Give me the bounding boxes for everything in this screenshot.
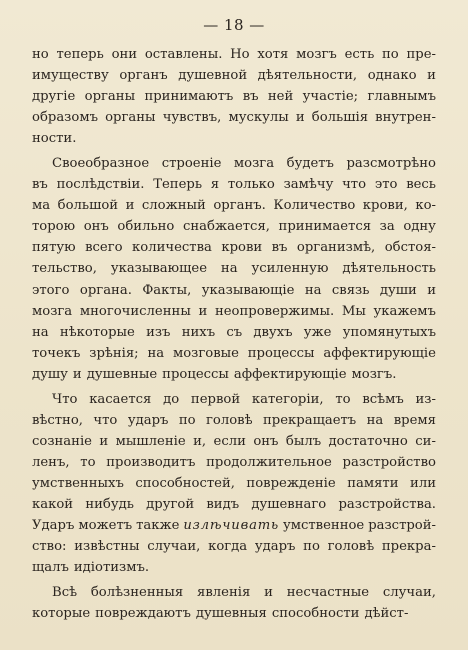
- word: ней: [267, 89, 294, 105]
- word: то: [335, 391, 351, 407]
- word: принимается: [278, 219, 372, 235]
- word: прекращаетъ: [263, 412, 357, 428]
- word: поврежденіе: [246, 475, 336, 491]
- word: участіе;: [302, 89, 359, 105]
- text-line: [32, 473, 436, 494]
- word: хотя: [257, 47, 289, 62]
- text-line: [32, 195, 436, 216]
- word: замѣчу: [283, 177, 334, 193]
- word: и,: [193, 433, 207, 449]
- word: на: [32, 324, 49, 340]
- text-line: [32, 494, 436, 515]
- word: мозгъ: [296, 47, 337, 62]
- word: по: [382, 47, 399, 62]
- word: этого: [32, 282, 70, 298]
- word: дѣйст-: [364, 606, 409, 622]
- word: головѣ: [327, 539, 375, 555]
- word: уже: [303, 324, 332, 340]
- word: послѣдствіи.: [56, 177, 145, 193]
- word: разстройства.: [338, 496, 436, 512]
- word: въ: [32, 177, 48, 193]
- word: въ: [271, 240, 288, 256]
- text-line: [32, 536, 436, 557]
- word: случаи,: [382, 585, 436, 601]
- word: Но: [230, 47, 250, 62]
- word: ности.: [32, 131, 77, 147]
- word: я: [210, 177, 220, 193]
- word: мозга: [32, 303, 73, 319]
- word: органы: [84, 89, 136, 105]
- text-line: [32, 343, 436, 364]
- text-line: [32, 431, 436, 452]
- word: из-: [415, 391, 436, 407]
- word: случаи,: [147, 539, 201, 555]
- word: большія: [311, 110, 369, 126]
- word: торою: [32, 219, 76, 235]
- word: умственныхъ: [32, 475, 124, 491]
- word: разсмотрѣно: [346, 156, 436, 172]
- word: нихъ: [181, 324, 216, 340]
- word: и: [198, 303, 208, 319]
- word: до: [163, 391, 180, 407]
- word: одну: [403, 219, 436, 235]
- word: дѣятельность: [342, 261, 436, 277]
- word: дѣятельности,: [257, 68, 358, 84]
- text-line: [32, 389, 436, 410]
- word: но: [32, 47, 49, 62]
- word: будетъ: [286, 156, 334, 172]
- word: зрѣнія;: [89, 345, 139, 361]
- word: обильно: [117, 219, 175, 235]
- word: ство:: [32, 539, 67, 555]
- word: и: [99, 433, 109, 449]
- word: всѣмъ: [362, 391, 404, 407]
- word: достаточно: [328, 433, 408, 449]
- word: умственное: [282, 518, 365, 534]
- word: какой: [32, 496, 74, 512]
- text-line: [32, 174, 436, 195]
- word: пре-: [406, 47, 436, 62]
- word: указывающее: [110, 261, 208, 277]
- word: также: [136, 518, 180, 534]
- word: чувствъ,: [162, 110, 222, 126]
- word: душу: [32, 366, 68, 382]
- word: когда: [208, 539, 248, 555]
- text-line: [32, 237, 436, 258]
- word: Своеобразное: [52, 156, 150, 172]
- word: касается: [89, 391, 152, 407]
- word: неопровержимы.: [214, 303, 335, 319]
- word: мозговые: [172, 345, 239, 361]
- word: Ударъ: [32, 518, 75, 534]
- word: есть: [344, 47, 375, 62]
- word: первой: [190, 391, 241, 407]
- page-number: — 18 —: [203, 16, 265, 34]
- word: онъ: [253, 433, 279, 449]
- word: онъ: [83, 219, 109, 235]
- word: однако: [367, 68, 417, 84]
- text-line: [32, 410, 436, 431]
- word: нибудь: [85, 496, 134, 512]
- word: категоріи,: [251, 391, 324, 407]
- text-line: [32, 258, 436, 279]
- word: души: [379, 282, 417, 298]
- word: душевные: [86, 366, 158, 382]
- word: упомянутыхъ: [342, 324, 436, 340]
- word: внутрен-: [375, 110, 436, 126]
- word: сложный: [141, 198, 206, 214]
- word: укажемъ: [373, 303, 436, 319]
- word: си-: [415, 433, 436, 449]
- word: точекъ: [32, 345, 81, 361]
- text-line: [32, 322, 436, 343]
- word: ма: [32, 198, 51, 214]
- word: сознаніе: [32, 433, 92, 449]
- word: способностей,: [135, 475, 235, 491]
- word: идіотизмъ.: [73, 560, 150, 576]
- text-line: [32, 216, 436, 237]
- word: на: [147, 345, 165, 361]
- word: мышленіе: [115, 433, 186, 449]
- text-line: [32, 515, 436, 536]
- word: производитъ: [106, 454, 196, 470]
- word: строеніе: [161, 156, 222, 172]
- text-line: [32, 86, 436, 107]
- word: нѣкоторые: [59, 324, 135, 340]
- word: связь: [331, 282, 370, 298]
- word: и: [72, 366, 82, 382]
- word: и: [264, 585, 273, 601]
- word: видъ: [206, 496, 240, 512]
- word: двухъ: [253, 324, 293, 340]
- word: мозга: [233, 156, 275, 172]
- word: крови: [221, 240, 263, 256]
- word: на: [366, 412, 384, 428]
- word: только: [227, 177, 275, 193]
- word: и: [427, 68, 436, 84]
- word: и: [427, 282, 436, 298]
- word: что: [342, 177, 367, 193]
- word: что: [93, 412, 118, 428]
- word: усиленную: [251, 261, 329, 277]
- word: ударъ: [254, 539, 296, 555]
- word: пятую: [32, 240, 76, 256]
- word: количества: [132, 240, 212, 256]
- body-text: [32, 44, 436, 624]
- text-line: [32, 153, 436, 174]
- word: щалъ: [32, 560, 69, 576]
- word: Мы: [341, 303, 366, 319]
- word: другой: [146, 496, 195, 512]
- word: всего: [85, 240, 123, 256]
- word: въ: [242, 89, 259, 105]
- word: явленія: [197, 585, 251, 601]
- word: организмѣ,: [296, 240, 376, 256]
- word: аффектирующіе: [323, 345, 436, 361]
- word: мускулы: [228, 110, 289, 126]
- word: душевной: [178, 68, 248, 84]
- word: памяти: [347, 475, 399, 491]
- word: по: [178, 412, 196, 428]
- word: образомъ: [32, 110, 98, 126]
- word: ко-: [415, 198, 436, 214]
- word: многочисленны: [79, 303, 191, 319]
- word: время: [393, 412, 436, 428]
- text-line: [32, 280, 436, 301]
- word: указывающіе: [201, 282, 295, 298]
- text-line: [32, 364, 436, 385]
- word: душевныя: [195, 606, 267, 622]
- word: которые: [32, 606, 91, 622]
- word: продолжительное: [206, 454, 332, 470]
- word: большой: [57, 198, 119, 214]
- word: и: [295, 110, 305, 126]
- word: за: [379, 219, 395, 235]
- word: обстоя-: [384, 240, 436, 256]
- word: или: [410, 475, 436, 491]
- word: по: [303, 539, 320, 555]
- word: снабжается,: [182, 219, 270, 235]
- text-line: [32, 582, 436, 603]
- word: повреждаютъ: [95, 606, 191, 622]
- word: оставлены.: [144, 47, 223, 62]
- word: то: [80, 454, 96, 470]
- word: теперь: [56, 47, 104, 62]
- word: органы: [105, 110, 156, 126]
- word: и: [125, 198, 135, 214]
- word: ударъ: [127, 412, 169, 428]
- word: разстрой-: [368, 518, 436, 534]
- word: аффектирующіе: [233, 366, 347, 382]
- word: процессы: [247, 345, 315, 361]
- word: излѣчивать: [183, 518, 280, 534]
- word: на: [304, 282, 322, 298]
- text-line: [32, 603, 436, 624]
- word: Всѣ: [52, 585, 78, 601]
- word: главнымъ: [367, 89, 436, 105]
- word: принимаютъ: [144, 89, 234, 105]
- word: можетъ: [78, 518, 133, 534]
- word: они: [111, 47, 138, 62]
- word: на: [220, 261, 238, 277]
- text-line: [32, 557, 436, 578]
- word: извѣстны: [74, 539, 140, 555]
- word: органа.: [79, 282, 132, 298]
- word: Что: [52, 391, 78, 407]
- word: процессы: [162, 366, 229, 382]
- text-line: [32, 107, 436, 128]
- word: Количество: [273, 198, 356, 214]
- word: головѣ: [206, 412, 253, 428]
- word: душевнаго: [251, 496, 327, 512]
- word: имуществу: [32, 68, 109, 84]
- word: несчастные: [286, 585, 370, 601]
- text-line: [32, 65, 436, 86]
- word: крови,: [362, 198, 408, 214]
- word: съ: [226, 324, 243, 340]
- word: Факты,: [142, 282, 192, 298]
- word: разстройство: [342, 454, 436, 470]
- word: органъ: [119, 68, 168, 84]
- word: это: [374, 177, 398, 193]
- text-line: [32, 301, 436, 322]
- word: другіе: [32, 89, 76, 105]
- word: былъ: [285, 433, 322, 449]
- word: прекра-: [381, 539, 436, 555]
- word: Теперь: [153, 177, 203, 193]
- text-line: [32, 44, 436, 65]
- word: весь: [406, 177, 436, 193]
- word: мозгъ.: [351, 366, 397, 382]
- word: ленъ,: [32, 454, 70, 470]
- text-line: [32, 452, 436, 473]
- word: болѣзненныя: [90, 585, 184, 601]
- text-line: [32, 128, 436, 149]
- word: если: [213, 433, 246, 449]
- word: способности: [271, 606, 360, 622]
- word: органъ.: [213, 198, 266, 214]
- word: тельство,: [32, 261, 97, 277]
- word: изъ: [146, 324, 171, 340]
- word: вѣстно,: [32, 412, 83, 428]
